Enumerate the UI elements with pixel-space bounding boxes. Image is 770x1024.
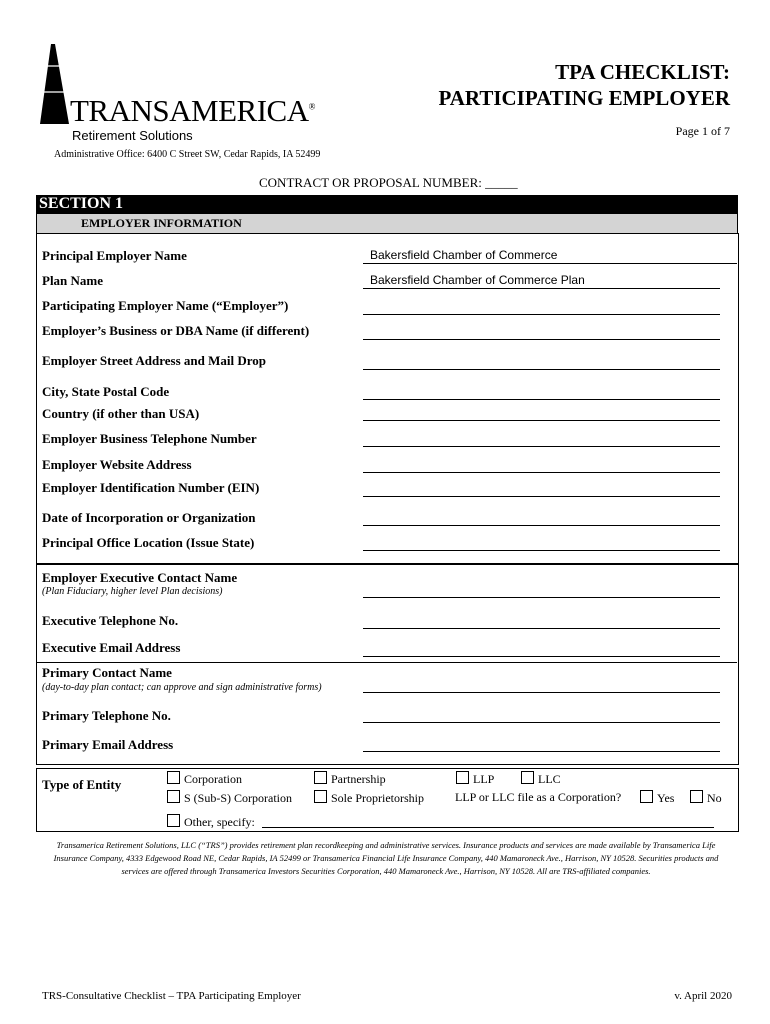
- business-phone-field[interactable]: [363, 446, 720, 447]
- street-address-field[interactable]: [363, 369, 720, 370]
- incorporation-date-label: Date of Incorporation or Organization: [42, 510, 256, 525]
- website-field[interactable]: [363, 472, 720, 473]
- title-line-1: TPA CHECKLIST:: [555, 60, 730, 84]
- country-field[interactable]: [363, 420, 720, 421]
- section-title: SECTION 1: [39, 195, 124, 212]
- section-subtitle-bar: [36, 214, 738, 233]
- logo-subtitle: Retirement Solutions: [72, 128, 193, 143]
- primary-contact-field[interactable]: [363, 692, 720, 693]
- partnership-option[interactable]: [314, 771, 386, 787]
- llp-option[interactable]: [456, 771, 494, 787]
- other-specify-field[interactable]: [262, 827, 714, 828]
- city-state-label: City, State Postal Code: [42, 384, 170, 399]
- ein-label: Employer Identification Number (EIN): [42, 480, 260, 495]
- corporation-option[interactable]: [167, 771, 242, 787]
- primary-contact-note: (day-to-day plan contact; can approve and sign administrative forms): [42, 682, 322, 693]
- footer-left: TRS-Consultative Checklist – TPA Participating Employer: [42, 990, 301, 1002]
- section-title-bar: [36, 195, 738, 214]
- yes-checkbox[interactable]: [640, 790, 653, 803]
- plan-name-value[interactable]: Bakersfield Chamber of Commerce Plan: [370, 273, 585, 287]
- street-address-label: Employer Street Address and Mail Drop: [42, 353, 267, 368]
- participating-employer-field[interactable]: [363, 314, 720, 315]
- principal-employer-value[interactable]: Bakersfield Chamber of Commerce: [370, 248, 558, 262]
- contract-number: [259, 175, 518, 191]
- exec-email-label: Executive Email Address: [42, 640, 181, 655]
- partnership-label: Partnership: [331, 772, 386, 786]
- s-corp-label: S (Sub-S) Corporation: [184, 791, 292, 805]
- city-state-field[interactable]: [363, 399, 720, 400]
- llp-llc-question: LLP or LLC file as a Corporation?: [455, 790, 622, 804]
- footer-version: v. April 2020: [674, 990, 732, 1002]
- incorporation-date-field[interactable]: [363, 525, 720, 526]
- exec-contact-note: (Plan Fiduciary, higher level Plan decisions): [42, 586, 223, 597]
- sole-prop-label: Sole Proprietorship: [331, 791, 424, 805]
- llc-checkbox[interactable]: [521, 771, 534, 784]
- principal-employer-line: [363, 263, 737, 264]
- llc-label: LLC: [538, 772, 561, 786]
- s-corp-checkbox[interactable]: [167, 790, 180, 803]
- dba-name-label: Employer’s Business or DBA Name (if different): [42, 323, 310, 338]
- admin-office: Administrative Office: 6400 C Street SW, Cedar Rapids, IA 52499: [54, 149, 321, 160]
- participating-employer-label: Participating Employer Name (“Employer”): [42, 298, 289, 313]
- primary-email-label: Primary Email Address: [42, 737, 174, 752]
- country-label: Country (if other than USA): [42, 406, 200, 421]
- primary-phone-label: Primary Telephone No.: [42, 708, 171, 723]
- sole-prop-checkbox[interactable]: [314, 790, 327, 803]
- primary-phone-field[interactable]: [363, 722, 720, 723]
- corporation-checkbox[interactable]: [167, 771, 180, 784]
- exec-email-field[interactable]: [363, 656, 720, 657]
- title-line-2: PARTICIPATING EMPLOYER: [438, 86, 730, 110]
- exec-phone-label: Executive Telephone No.: [42, 613, 179, 628]
- other-option[interactable]: [167, 814, 255, 830]
- page-number: Page 1 of 7: [675, 124, 730, 138]
- ein-field[interactable]: [363, 496, 720, 497]
- exec-phone-field[interactable]: [363, 628, 720, 629]
- contract-label: CONTRACT OR PROPOSAL NUMBER:: [259, 175, 482, 190]
- entity-type-label: Type of Entity: [42, 777, 122, 792]
- plan-name-line: [363, 288, 720, 289]
- no-checkbox[interactable]: [690, 790, 703, 803]
- contract-value[interactable]: _____: [485, 175, 518, 190]
- partnership-checkbox[interactable]: [314, 771, 327, 784]
- section-subtitle: EMPLOYER INFORMATION: [81, 216, 242, 230]
- dba-name-field[interactable]: [363, 339, 720, 340]
- other-checkbox[interactable]: [167, 814, 180, 827]
- plan-name-label: Plan Name: [42, 273, 104, 288]
- contacts-divider: [36, 662, 737, 663]
- primary-email-field[interactable]: [363, 751, 720, 752]
- primary-contact-label: Primary Contact Name: [42, 665, 172, 680]
- issue-state-field[interactable]: [363, 550, 720, 551]
- yes-option[interactable]: [640, 790, 674, 806]
- no-option[interactable]: [690, 790, 722, 806]
- website-label: Employer Website Address: [42, 457, 192, 472]
- issue-state-label: Principal Office Location (Issue State): [42, 535, 255, 550]
- disclaimer-text: Transamerica Retirement Solutions, LLC (“TRS”) provides retirement plan recordkeeping and administrative services. Insurance products and services are made available by Transamerica Life Insurance Company, 4333 Edgewood Road NE, Cedar Rapids, IA 52499 or Transamerica Financial Life Insurance Company, 440 Mamaroneck Ave., Harrison, NY 10528. Securities products and services are offered through Transamerica Investors Securities Corporation, 440 Mamaroneck Ave., Harrison, NY 10528. All are TRS-affiliated companies.: [53, 840, 719, 876]
- yes-label: Yes: [657, 791, 675, 805]
- registered-mark: ®: [308, 101, 315, 112]
- other-label: Other, specify:: [184, 815, 255, 829]
- corporation-label: Corporation: [184, 772, 242, 786]
- sole-prop-option[interactable]: [314, 790, 424, 806]
- logo-brand: TRANSAMERICA: [70, 93, 309, 128]
- llp-label: LLP: [473, 772, 495, 786]
- llp-checkbox[interactable]: [456, 771, 469, 784]
- principal-employer-label: Principal Employer Name: [42, 248, 187, 263]
- pyramid-tower-icon: [38, 44, 72, 126]
- s-corp-option[interactable]: [167, 790, 292, 806]
- no-label: No: [707, 791, 722, 805]
- exec-contact-label: Employer Executive Contact Name: [42, 570, 238, 585]
- exec-contact-field[interactable]: [363, 597, 720, 598]
- llc-option[interactable]: [521, 771, 561, 787]
- business-phone-label: Employer Business Telephone Number: [42, 431, 257, 446]
